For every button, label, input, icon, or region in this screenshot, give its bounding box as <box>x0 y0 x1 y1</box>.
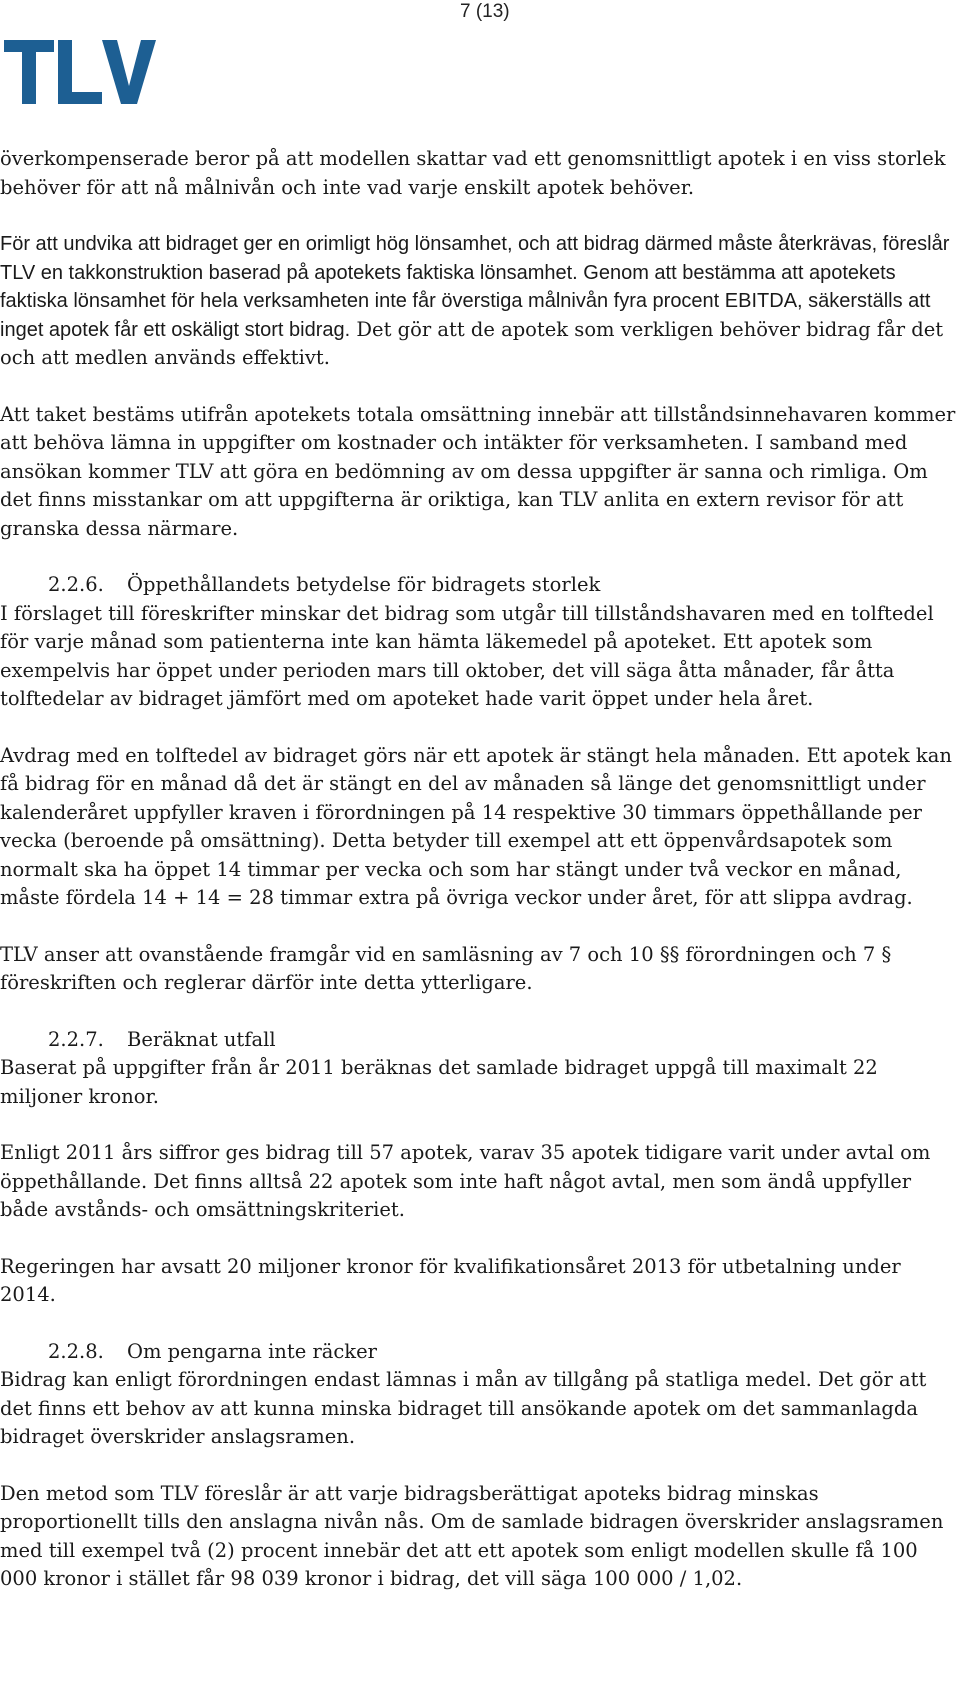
section-title: Beräknat utfall <box>127 1027 276 1051</box>
tlv-logo-mark <box>4 38 156 108</box>
section-title: Om pengarna inte räcker <box>127 1339 377 1363</box>
tlv-logo <box>4 38 164 114</box>
paragraph: Att taket bestäms utifrån apotekets totala omsättning innebär att tillståndsinnehavaren kommer att behöva lämna in uppgifter om kostnader och intäkter för verksamheten. I samband med ansökan kommer TLV att göra en bedömning av om dessa uppgifter är sanna och rimliga. Om det finns misstankar om att uppgifterna är oriktiga, kan TLV anlita en extern revisor för att granska dessa närmare. <box>0 402 956 540</box>
paragraph: Avdrag med en tolftedel av bidraget görs när ett apotek är stängt hela månaden. Ett apotek kan få bidrag för en månad då det är stängt en del av månaden så länge det genomsnittligt under kalenderåret uppfyller kraven i förordningen på 14 respektive 30 timmars öppethållande per vecka (beroende på omsättning). Detta betyder till exempel att ett öppenvårdsapotek som normalt ska ha öppet 14 timmar per vecka och som har stängt under två veckor en månad, måste fördela 14 + 14 = 28 timmar extra på övriga veckor under året, för att slippa avdrag. <box>0 743 952 909</box>
paragraph-text: För att undvika att bidraget ger en orimligt hög lönsamhet, och att bidrag därmed måste återkrävas, föreslår TLV en takkonstruktion baserad på apotekets faktiska lönsamhet. Genom att bestämma att apotekets faktiska lönsamhet för hela verksamheten inte får överstiga målnivån fyra procent EBITDA, säkerställs att inget apotek får ett oskäligt stort bidrag. <box>0 233 950 341</box>
paragraph: Regeringen har avsatt 20 miljoner kronor för kvalifikationsåret 2013 för utbetalning under 2014. <box>0 1254 901 1306</box>
paragraph: överkompenserade beror på att modellen skattar vad ett genomsnittligt apotek i en viss storlek behöver för att nå målnivån och inte vad varje enskilt apotek behöver. <box>0 147 946 199</box>
paragraph: I förslaget till föreskrifter minskar det bidrag som utgår till tillståndshavaren med en tolftedel för varje månad som patienterna inte kan hämta läkemedel på apoteket. Ett apotek som exempelvis har öppet under perioden mars till oktober, det vill säga åtta månader, får åtta tolftedelar av bidraget jämfört med om apoteket hade varit öppet under hela året. <box>0 601 934 710</box>
document-body <box>0 145 958 1594</box>
paragraph-text: Det gör att de apotek som verkligen behöver bidrag får det och att medlen används effektivt. <box>0 317 944 369</box>
paragraph: Baserat på uppgifter från år 2011 beräknas det samlade bidraget uppgå till maximalt 22 miljoner kronor. <box>0 1056 878 1108</box>
paragraph: TLV anser att ovanstående framgår vid en samläsning av 7 och 10 §§ förordningen och 7 § föreskriften och reglerar därför inte detta ytterligare. <box>0 942 892 994</box>
paragraph: Bidrag kan enligt förordningen endast lämnas i mån av tillgång på statliga medel. Det gör att det finns ett behov av att kunna minska bidraget till ansökande apotek om det sammanlagda bidraget överskrider anslagsramen. <box>0 1368 927 1448</box>
section-number: 2.2.7. <box>48 1027 104 1051</box>
section-number: 2.2.8. <box>48 1339 104 1363</box>
section-heading-2-2-7 <box>0 1026 958 1055</box>
section-heading-2-2-6 <box>0 571 958 600</box>
paragraph: Enligt 2011 års siffror ges bidrag till 57 apotek, varav 35 apotek tidigare varit under avtal om öppethållande. Det finns alltså 22 apotek som inte haft något avtal, men som ändå uppfyller både avstånds- och omsättningskriteriet. <box>0 1141 931 1221</box>
section-number: 2.2.6. <box>48 573 104 596</box>
page-number: 7 (13) <box>460 1 510 22</box>
paragraph <box>0 230 958 373</box>
section-heading-2-2-8 <box>0 1338 958 1367</box>
section-title: Öppethållandets betydelse för bidragets storlek <box>127 573 601 596</box>
paragraph: Den metod som TLV föreslår är att varje bidragsberättigat apoteks bidrag minskas proportionellt tills den anslagna nivån nås. Om de samlade bidragen överskrider anslagsramen med till exempel två (2) procent innebär det att ett apotek som enligt modellen skulle få 100 000 kronor i stället får 98 039 kronor i bidrag, det vill säga 100 000 / 1,02. <box>0 1481 944 1590</box>
